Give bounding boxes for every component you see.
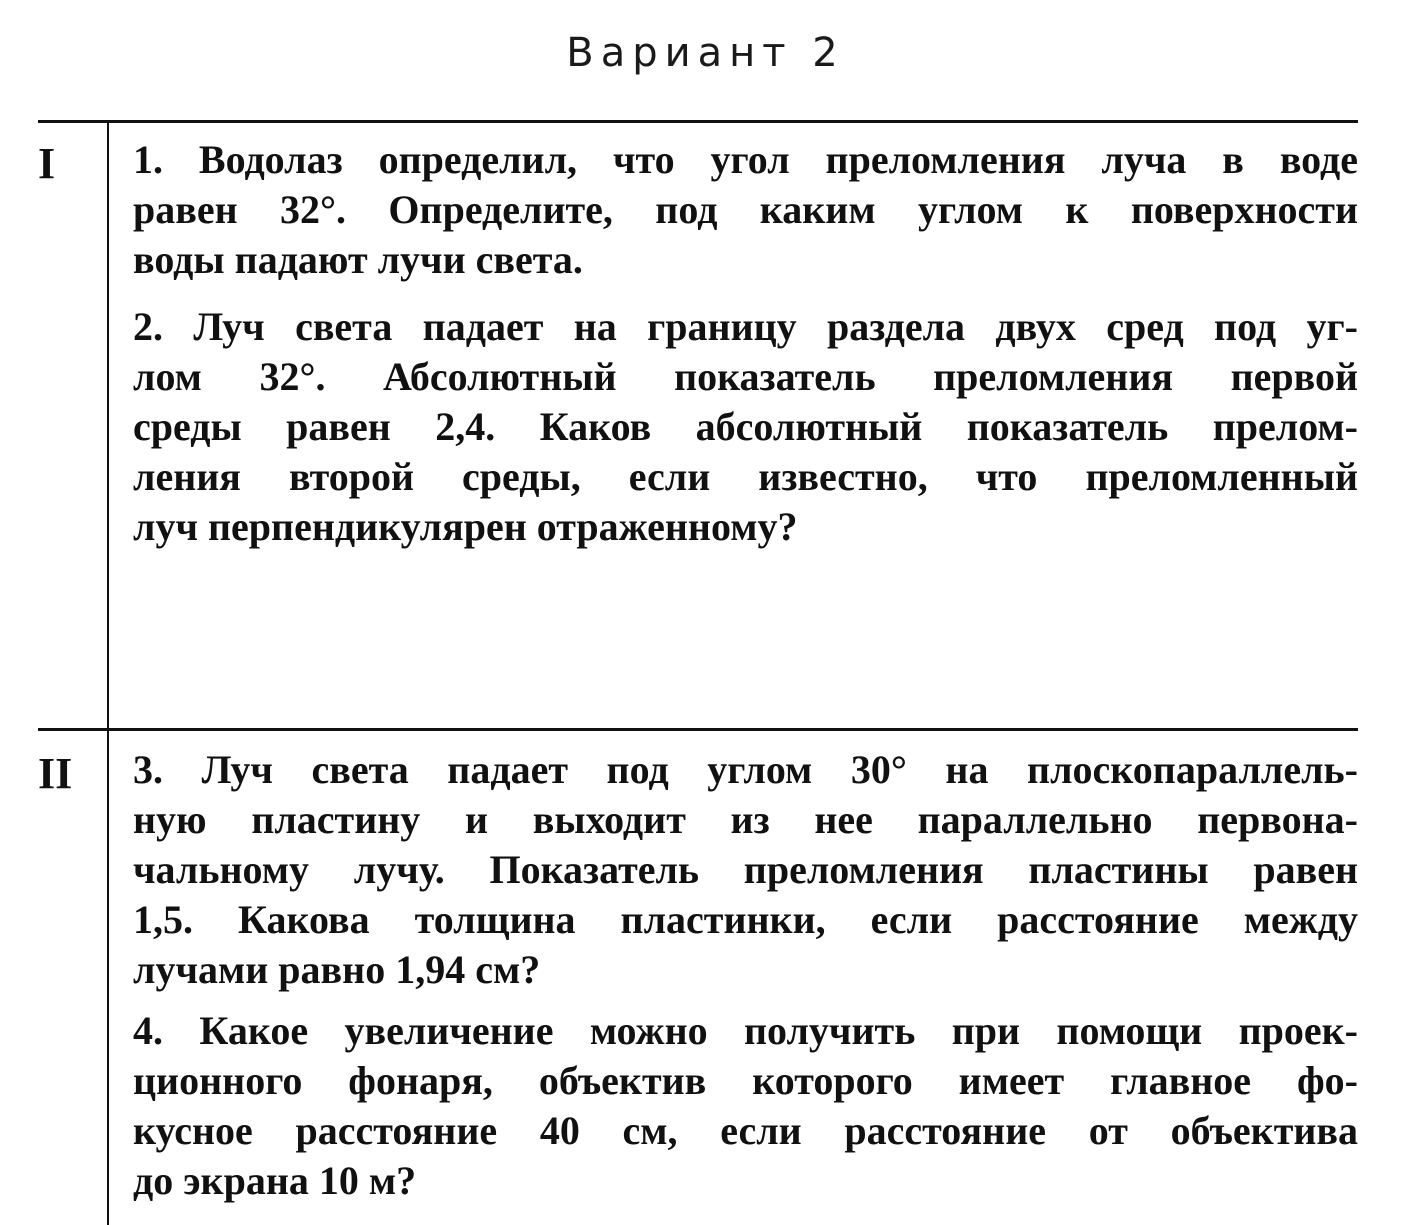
page-title: Вариант 2 [566, 30, 845, 76]
task-1 [133, 135, 1358, 285]
task-line: 3. Луч света падает под углом 30° на плоскопараллель- [133, 747, 1358, 792]
task-line: 1. Водолаз определил, что угол преломления луча в воде [133, 137, 1358, 182]
task-line: воды падают лучи света. [133, 237, 583, 282]
task-line: до экрана 10 м? [133, 1158, 417, 1203]
task-line: равен 32°. Определите, под каким углом к поверхности [133, 187, 1358, 232]
section-level-label: I [38, 139, 56, 188]
task-line: луч перпендикулярен отраженному? [133, 504, 798, 549]
task-line: чальному лучу. Показатель преломления пластины равен [133, 847, 1358, 892]
task-line: ную пластину и выходит из нее параллельно первона- [133, 797, 1358, 842]
task-line: ления второй среды, если известно, что преломленный [133, 454, 1358, 499]
task-3 [133, 745, 1358, 995]
task-line: 1,5. Какова толщина пластинки, если расстояние между [133, 897, 1358, 942]
task-line: кусное расстояние 40 см, если расстояние от объектива [133, 1108, 1358, 1153]
column-divider-section-2 [107, 728, 109, 1225]
section-divider-rule [38, 728, 1358, 731]
task-line: ционного фонаря, объектив которого имеет главное фо- [133, 1058, 1358, 1103]
section-level-label: II [38, 749, 73, 798]
task-line: среды равен 2,4. Каков абсолютный показатель прелом- [133, 404, 1358, 449]
task-2 [133, 302, 1358, 552]
task-line: 2. Луч света падает на границу раздела двух сред под уг- [133, 304, 1358, 349]
task-line: 4. Какое увеличение можно получить при помощи проек- [133, 1008, 1358, 1053]
task-line: лучами равно 1,94 см? [133, 947, 541, 992]
task-4 [133, 1006, 1358, 1206]
column-divider-section-1 [107, 120, 109, 730]
task-line: лом 32°. Абсолютный показатель преломления первой [133, 354, 1358, 399]
table-top-rule [38, 120, 1358, 123]
